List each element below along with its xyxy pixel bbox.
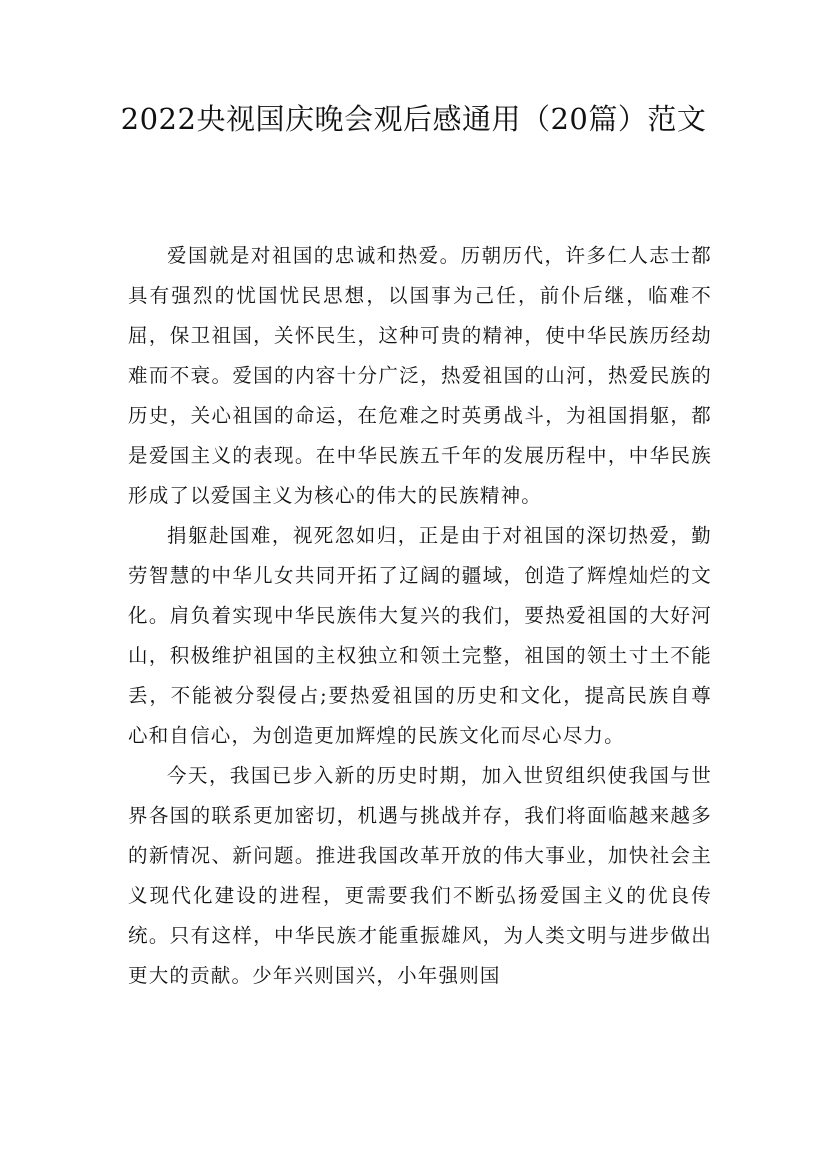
paragraph-1: 爱国就是对祖国的忠诚和热爱。历朝历代，许多仁人志士都具有强烈的忧国忧民思想，以国事为己任，前仆后继，临难不屈，保卫祖国，关怀民生，这种可贵的精神，使中华民族历经劫难而不衰。爱国的内容十分广泛，热爱祖国的山河，热爱民族的历史，关心祖国的命运，在危难之时英勇战斗，为祖国捐躯，都是爱国主义的表现。在中华民族五千年的发展历程中，中华民族形成了以爱国主义为核心的伟大的民族精神。: [128, 244, 712, 507]
document-body: [128, 236, 712, 996]
document-title: 2022央视国庆晚会观后感通用（20篇）范文: [120, 102, 707, 136]
paragraph-2: 捐躯赴国难，视死忽如归，正是由于对祖国的深切热爱，勤劳智慧的中华儿女共同开拓了辽阔的疆域，创造了辉煌灿烂的文化。肩负着实现中华民族伟大复兴的我们，要热爱祖国的大好河山，积极维护祖国的主权独立和领土完整，祖国的领土寸土不能丢，不能被分裂侵占;要热爱祖国的历史和文化，提高民族自尊心和自信心，为创造更加辉煌的民族文化而尽心尽力。: [128, 524, 712, 747]
paragraph-3: 今天，我国已步入新的历史时期，加入世贸组织使我国与世界各国的联系更加密切，机遇与挑战并存，我们将面临越来越多的新情况、新问题。推进我国改革开放的伟大事业，加快社会主义现代化建设的进程，更需要我们不断弘扬爱国主义的优良传统。只有这样，中华民族才能重振雄风，为人类文明与进步做出更大的贡献。少年兴则国兴，小年强则国: [128, 764, 712, 987]
